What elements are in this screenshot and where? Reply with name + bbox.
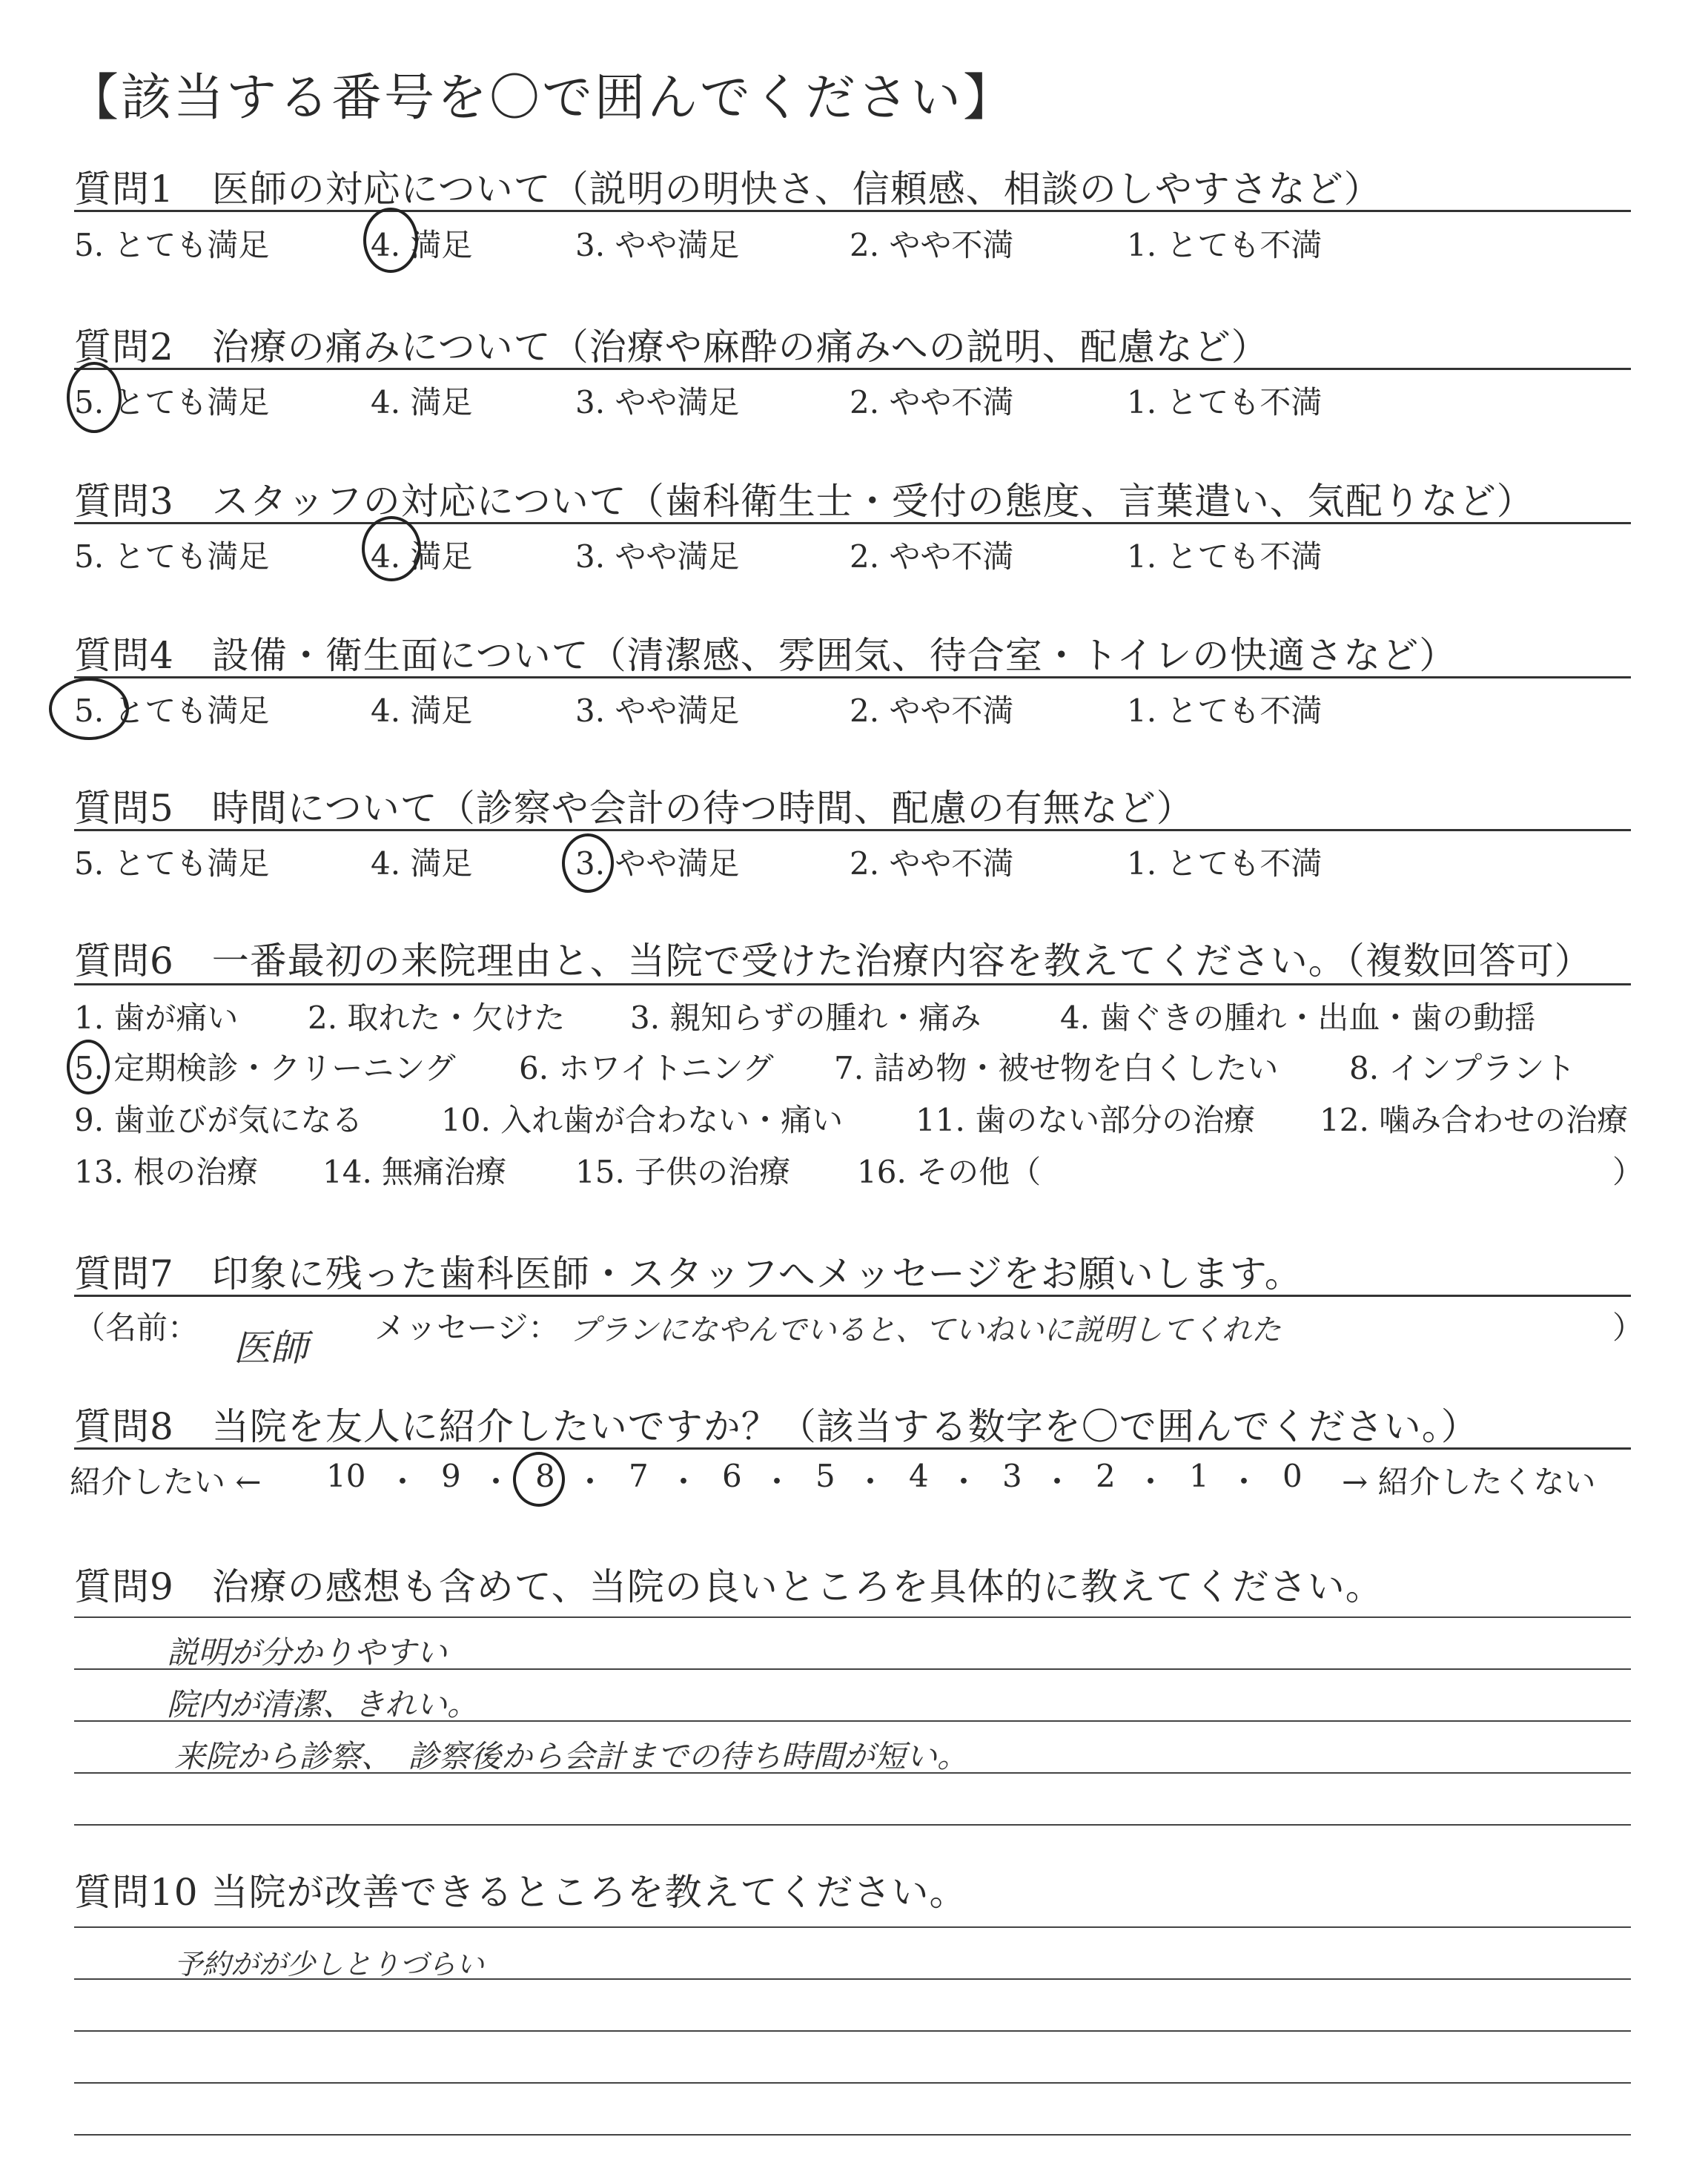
question-2-options [74, 378, 1631, 423]
q5-option-3[interactable]: 3. やや満足 [575, 845, 740, 882]
q3-option-4[interactable]: 4. 満足 [371, 538, 473, 575]
q7-name-value[interactable]: 医師 [234, 1327, 308, 1370]
q4-option-3[interactable]: 3. やや満足 [575, 693, 740, 729]
question-9-title: 質問9 治療の感想も含めて、当院の良いところを具体的に教えてください。 [74, 1565, 1383, 1608]
q1-option-5[interactable]: 5. とても満足 [74, 227, 270, 263]
q6-option-1[interactable]: 1. 歯が痛い [74, 1000, 239, 1036]
q8-scale [70, 1458, 1638, 1505]
q6-option-9[interactable]: 9. 歯並びが気になる [74, 1102, 363, 1138]
q5-option-1[interactable]: 1. とても不満 [1127, 845, 1323, 882]
question-6-title: 質問6 一番最初の来院理由と、当院で受けた治療内容を教えてください。（複数回答可） [74, 939, 1592, 982]
q6-option-12[interactable]: 12. 噛み合わせの治療 [1320, 1102, 1629, 1138]
q9-answer-line-1[interactable]: 説明が分かりやすい [167, 1634, 448, 1671]
q1-option-4[interactable]: 4. 満足 [371, 227, 473, 263]
q7-message-value[interactable]: プランになやんでいると、ていねいに説明してくれた [569, 1313, 1281, 1347]
question-2-title: 質問2 治療の痛みについて（治療や麻酔の痛みへの説明、配慮など） [74, 326, 1269, 369]
q8-dot: ・ [575, 1464, 606, 1500]
q5-option-4[interactable]: 4. 満足 [371, 845, 473, 882]
q8-number-1[interactable]: 1 [1189, 1458, 1209, 1494]
q8-number-8[interactable]: 8 [535, 1458, 555, 1494]
q4-option-5[interactable]: 5. とても満足 [74, 693, 270, 729]
q9-answer-line-2[interactable]: 院内が清潔、きれい。 [167, 1686, 479, 1723]
q7-name-label: （名前： [74, 1309, 199, 1346]
q3-option-3[interactable]: 3. やや満足 [575, 538, 740, 575]
question-3-title: 質問3 スタッフの対応について（歯科衛生士・受付の態度、言葉遣い、気配りなど） [74, 480, 1535, 523]
question-4-title: 質問4 設備・衛生面について（清潔感、雰囲気、待合室・トイレの快適さなど） [74, 634, 1457, 677]
q8-number-2[interactable]: 2 [1096, 1458, 1116, 1494]
q8-dot: ・ [1042, 1464, 1073, 1500]
question-5-rule [74, 829, 1631, 831]
q6-option-4[interactable]: 4. 歯ぐきの腫れ・出血・歯の動揺 [1060, 1000, 1536, 1036]
question-3-options [74, 532, 1631, 577]
q4-option-4[interactable]: 4. 満足 [371, 693, 473, 729]
q7-message-label: メッセージ： [374, 1309, 560, 1346]
q1-option-2[interactable]: 2. やや不満 [850, 227, 1014, 263]
q2-option-3[interactable]: 3. やや満足 [575, 384, 740, 420]
q8-dot: ・ [1228, 1464, 1260, 1500]
question-7-title: 質問7 印象に残った歯科医師・スタッフへメッセージをお願いします。 [74, 1252, 1302, 1295]
q2-option-1[interactable]: 1. とても不満 [1127, 384, 1323, 420]
question-1-rule [74, 210, 1631, 212]
question-5-options [74, 839, 1631, 884]
q3-option-1[interactable]: 1. とても不満 [1127, 538, 1323, 575]
question-8-rule [74, 1447, 1631, 1450]
q9-write-line-5 [74, 1824, 1631, 1826]
question-3-rule [74, 522, 1631, 524]
q2-option-4[interactable]: 4. 満足 [371, 384, 473, 420]
q8-right-label: → 紹介したくない [1342, 1464, 1596, 1500]
q6-option-15[interactable]: 15. 子供の治療 [575, 1154, 791, 1190]
q6-option-6[interactable]: 6. ホワイトニング [519, 1050, 774, 1086]
q8-dot: ・ [668, 1464, 700, 1500]
q6-option-13[interactable]: 13. 根の治療 [74, 1154, 259, 1190]
q6-option-2[interactable]: 2. 取れた・欠けた [308, 1000, 566, 1036]
question-8-title: 質問8 当院を友人に紹介したいですか？（該当する数字を〇で囲んでください。） [74, 1405, 1479, 1448]
q10-write-line-5 [74, 2134, 1631, 2136]
q6-option-10[interactable]: 10. 入れ歯が合わない・痛い [441, 1102, 844, 1138]
q8-number-6[interactable]: 6 [722, 1458, 742, 1494]
question-5-title: 質問5 時間について（診察や会計の待つ時間、配慮の有無など） [74, 787, 1194, 830]
question-4-rule [74, 676, 1631, 678]
q1-option-1[interactable]: 1. とても不満 [1127, 227, 1323, 263]
q8-dot: ・ [948, 1464, 980, 1500]
q2-option-2[interactable]: 2. やや不満 [850, 384, 1014, 420]
q10-write-line-3 [74, 2030, 1631, 2032]
q9-write-line-1 [74, 1616, 1631, 1618]
q5-option-5[interactable]: 5. とても満足 [74, 845, 270, 882]
q8-dot: ・ [761, 1464, 793, 1500]
q8-dot: ・ [855, 1464, 887, 1500]
question-4-options [74, 687, 1631, 731]
question-6-rule [74, 983, 1631, 985]
q3-option-2[interactable]: 2. やや不満 [850, 538, 1014, 575]
q10-write-line-1 [74, 1926, 1631, 1928]
q6-option-8[interactable]: 8. インプラント [1349, 1050, 1576, 1086]
q7-close-paren: ） [1612, 1309, 1644, 1346]
q6-option-16[interactable]: 16. その他（ [857, 1154, 1042, 1190]
q8-number-9[interactable]: 9 [441, 1458, 461, 1494]
q6-other-close-paren: ） [1612, 1154, 1644, 1190]
question-2-rule [74, 368, 1631, 370]
q8-dot: ・ [480, 1464, 512, 1500]
q6-option-7[interactable]: 7. 詰め物・被せ物を白くしたい [834, 1050, 1279, 1086]
q8-number-4[interactable]: 4 [909, 1458, 929, 1494]
q8-number-5[interactable]: 5 [815, 1458, 835, 1494]
q4-option-1[interactable]: 1. とても不満 [1127, 693, 1323, 729]
q8-number-0[interactable]: 0 [1282, 1458, 1302, 1494]
q8-dot: ・ [1135, 1464, 1167, 1500]
q8-number-7[interactable]: 7 [629, 1458, 649, 1494]
q8-dot: ・ [387, 1464, 419, 1500]
q4-option-2[interactable]: 2. やや不満 [850, 693, 1014, 729]
question-10-title: 質問10 当院が改善できるところを教えてください。 [74, 1871, 967, 1914]
q3-option-5[interactable]: 5. とても満足 [74, 538, 270, 575]
question-7-rule [74, 1295, 1631, 1297]
q7-answer-row [74, 1304, 1644, 1370]
q6-option-11[interactable]: 11. 歯のない部分の治療 [916, 1102, 1256, 1138]
q8-number-3[interactable]: 3 [1002, 1458, 1022, 1494]
q10-write-line-4 [74, 2082, 1631, 2084]
q6-option-3[interactable]: 3. 親知らずの腫れ・痛み [630, 1000, 982, 1036]
q6-option-14[interactable]: 14. 無痛治療 [322, 1154, 507, 1190]
q1-option-3[interactable]: 3. やや満足 [575, 227, 740, 263]
q5-option-2[interactable]: 2. やや不満 [850, 845, 1014, 882]
question-1-options [74, 221, 1631, 265]
q9-answer-line-3[interactable]: 来院から診察、 診察後から会計までの待ち時間が短い。 [174, 1738, 969, 1774]
q8-number-10[interactable]: 10 [326, 1458, 366, 1494]
q10-answer-line-1[interactable]: 予約がが少しとりづらい [174, 1948, 485, 1981]
q2-option-5[interactable]: 5. とても満足 [74, 384, 270, 420]
q8-left-label: 紹介したい ← [70, 1464, 262, 1500]
q6-option-5[interactable]: 5. 定期検診・クリーニング [74, 1050, 456, 1086]
form-title: 【該当する番号を〇で囲んでください】 [68, 69, 1016, 128]
question-1-title: 質問1 医師の対応について（説明の明快さ、信頼感、相談のしやすさなど） [74, 168, 1382, 211]
